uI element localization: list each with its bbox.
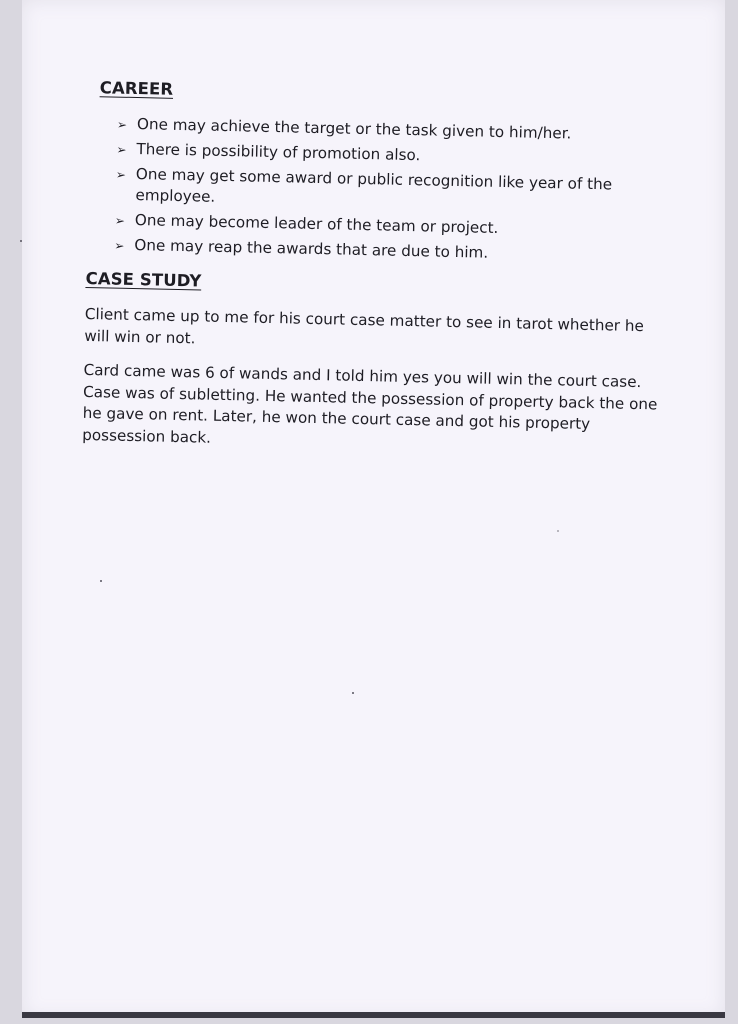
scan-edge: [22, 1012, 725, 1018]
case-study-heading: CASE STUDY: [85, 268, 202, 291]
scanned-page: [22, 0, 725, 1018]
document-content: [82, 78, 670, 459]
list-item-text: There is possibility of promotion also.: [136, 140, 421, 165]
list-item-text: One may get some award or public recognition like year of the employee.: [135, 165, 613, 206]
case-study-paragraph: Client came up to me for his court case matter to see in tarot whether he will win or not.: [84, 304, 645, 347]
list-item: [87, 163, 668, 218]
career-heading: CAREER: [99, 78, 174, 99]
list-item-text: One may become leader of the team or project.: [134, 211, 499, 237]
list-item-text: One may reap the awards that are due to him.: [134, 236, 489, 262]
career-list: [86, 113, 669, 268]
arrow-bullet-icon: ➢: [114, 213, 126, 228]
scan-speck: [352, 692, 354, 694]
case-study-paragraph: Card came was 6 of wands and I told him yes you will win the court case. Case was of subletting. He wanted the possession of property back the one he gave on rent. Later, he won the court case and got his property possession back.: [82, 360, 658, 447]
scan-speck: [557, 530, 559, 532]
list-item-text: One may achieve the target or the task given to him/her.: [136, 115, 572, 143]
arrow-bullet-icon: ➢: [115, 167, 127, 182]
arrow-bullet-icon: ➢: [114, 238, 125, 253]
scan-speck: [20, 240, 22, 242]
arrow-bullet-icon: ➢: [116, 142, 127, 157]
arrow-bullet-icon: ➢: [116, 117, 128, 132]
scan-speck: [100, 580, 102, 582]
